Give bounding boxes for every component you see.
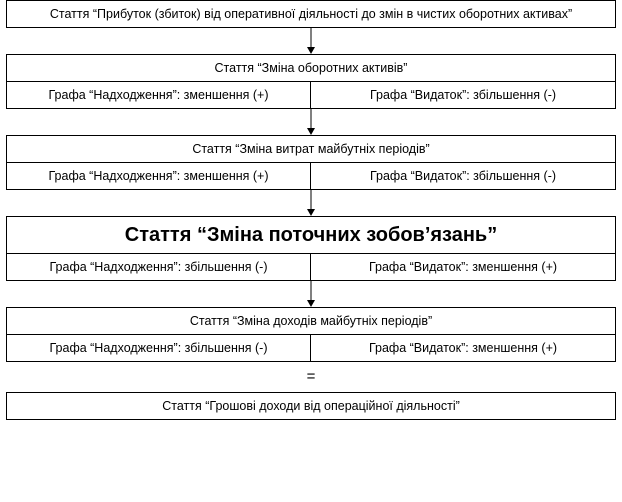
column-outflow: Графа “Видаток”: зменшення (+) — [368, 341, 558, 355]
arrow-head-icon — [307, 300, 315, 307]
arrow-head-icon — [307, 47, 315, 54]
flow-block-prepaid-expenses-change — [6, 135, 616, 190]
arrow-stem — [311, 281, 312, 301]
block-columns — [7, 162, 615, 189]
block-title: Стаття “Зміна витрат майбутніх періодів” — [192, 142, 430, 156]
block-title: Стаття “Прибуток (збиток) від оперативної діяльності до змін в чистих оборотних активах” — [49, 7, 573, 21]
flow-block-current-liabilities-change — [6, 216, 616, 281]
column-inflow: Графа “Надходження”: зменшення (+) — [7, 82, 311, 108]
block-columns — [7, 81, 615, 108]
column-inflow: Графа “Надходження”: зменшення (+) — [7, 163, 311, 189]
arrow-connector-2 — [6, 109, 616, 135]
arrow-stem — [311, 190, 312, 210]
block-title: Стаття “Зміна оборотних активів” — [214, 61, 408, 75]
block-title: Стаття “Зміна доходів майбутніх періодів” — [189, 314, 433, 328]
flow-block-operating-cash-income — [6, 392, 616, 420]
arrow-connector-4 — [6, 281, 616, 307]
equals-sign: = — [306, 368, 316, 385]
column-inflow: Графа “Надходження”: збільшення (-) — [7, 335, 311, 361]
arrow-head-icon — [307, 128, 315, 135]
block-columns — [7, 334, 615, 361]
block-columns — [7, 253, 615, 280]
flow-block-deferred-income-change — [6, 307, 616, 362]
column-inflow: Графа “Надходження”: збільшення (-) — [7, 254, 311, 280]
arrow-stem — [311, 28, 312, 48]
arrow-connector-3 — [6, 190, 616, 216]
arrow-stem — [311, 109, 312, 129]
flow-block-current-assets-change — [6, 54, 616, 109]
block-title: Стаття “Грошові доходи від операційної діяльності” — [162, 399, 460, 413]
column-outflow: Графа “Видаток”: збільшення (-) — [369, 88, 557, 102]
flow-block-profit-before-changes — [6, 0, 616, 28]
arrow-head-icon — [307, 209, 315, 216]
arrow-connector-1 — [6, 28, 616, 54]
block-title: Стаття “Зміна поточних зобов’язань” — [124, 224, 498, 246]
column-outflow: Графа “Видаток”: зменшення (+) — [368, 260, 558, 274]
column-outflow: Графа “Видаток”: збільшення (-) — [369, 169, 557, 183]
